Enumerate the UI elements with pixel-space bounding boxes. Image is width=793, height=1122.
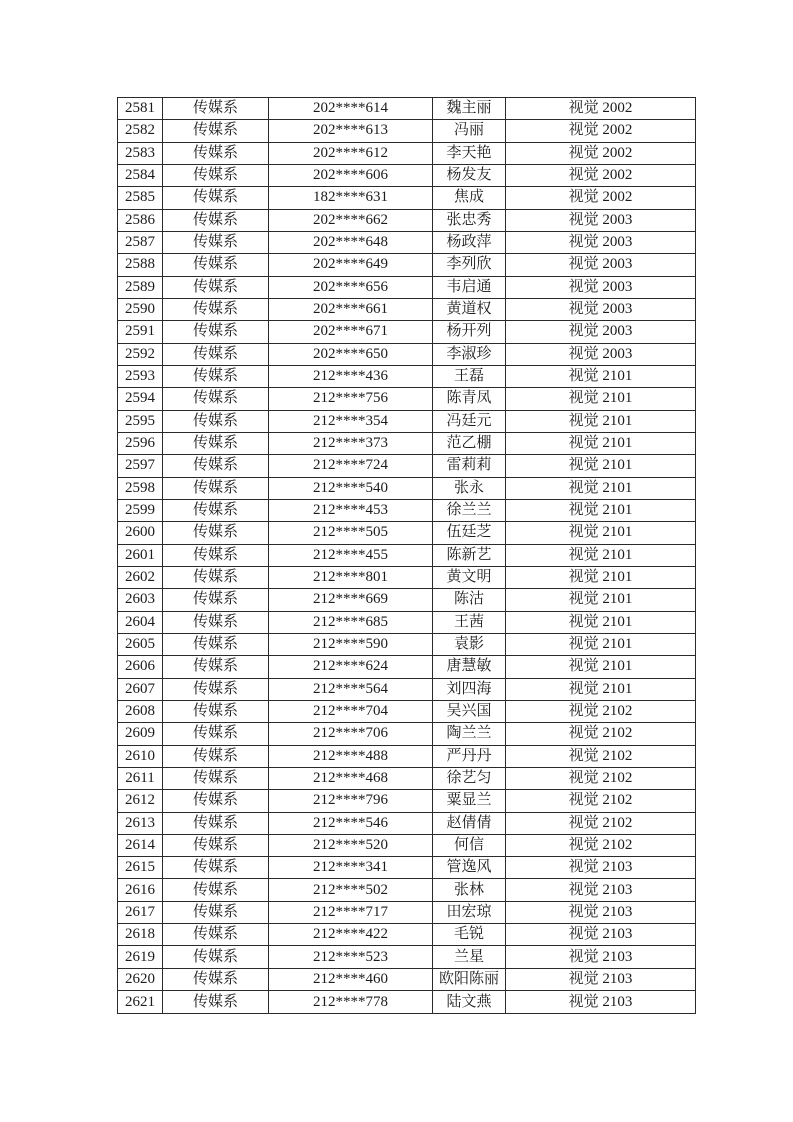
cell-student-id: 202****613 <box>269 120 433 142</box>
cell-class: 视觉 2101 <box>506 544 696 566</box>
cell-student-id: 212****502 <box>269 879 433 901</box>
table-row <box>118 187 696 209</box>
table-row <box>118 321 696 343</box>
table-row <box>118 477 696 499</box>
cell-name: 杨政萍 <box>433 231 506 253</box>
cell-department: 传媒系 <box>163 522 269 544</box>
cell-student-id: 212****468 <box>269 767 433 789</box>
cell-serial-number: 2593 <box>118 365 163 387</box>
cell-student-id: 212****505 <box>269 522 433 544</box>
table-row <box>118 633 696 655</box>
cell-student-id: 212****546 <box>269 812 433 834</box>
cell-serial-number: 2601 <box>118 544 163 566</box>
cell-name: 黄道权 <box>433 298 506 320</box>
cell-student-id: 212****778 <box>269 991 433 1014</box>
cell-serial-number: 2581 <box>118 98 163 120</box>
cell-serial-number: 2582 <box>118 120 163 142</box>
cell-name: 陈沽 <box>433 589 506 611</box>
cell-name: 吴兴国 <box>433 700 506 722</box>
cell-student-id: 202****662 <box>269 209 433 231</box>
cell-student-id: 212****341 <box>269 857 433 879</box>
cell-class: 视觉 2101 <box>506 611 696 633</box>
cell-department: 传媒系 <box>163 209 269 231</box>
cell-serial-number: 2607 <box>118 678 163 700</box>
table-row <box>118 589 696 611</box>
cell-name: 徐艺匀 <box>433 767 506 789</box>
cell-name: 何信 <box>433 834 506 856</box>
cell-department: 传媒系 <box>163 812 269 834</box>
cell-department: 传媒系 <box>163 767 269 789</box>
cell-class: 视觉 2101 <box>506 477 696 499</box>
table-row <box>118 410 696 432</box>
cell-class: 视觉 2002 <box>506 98 696 120</box>
cell-student-id: 212****460 <box>269 968 433 990</box>
cell-class: 视觉 2101 <box>506 410 696 432</box>
cell-student-id: 212****685 <box>269 611 433 633</box>
table-row <box>118 254 696 276</box>
cell-serial-number: 2617 <box>118 901 163 923</box>
cell-serial-number: 2609 <box>118 723 163 745</box>
cell-class: 视觉 2103 <box>506 946 696 968</box>
cell-student-id: 212****455 <box>269 544 433 566</box>
cell-student-id: 182****631 <box>269 187 433 209</box>
cell-serial-number: 2612 <box>118 790 163 812</box>
cell-student-id: 212****540 <box>269 477 433 499</box>
cell-class: 视觉 2003 <box>506 343 696 365</box>
table-row <box>118 678 696 700</box>
cell-serial-number: 2599 <box>118 499 163 521</box>
cell-name: 雷莉莉 <box>433 455 506 477</box>
cell-serial-number: 2616 <box>118 879 163 901</box>
cell-department: 传媒系 <box>163 745 269 767</box>
table-row <box>118 946 696 968</box>
cell-serial-number: 2583 <box>118 142 163 164</box>
cell-department: 传媒系 <box>163 120 269 142</box>
table-row <box>118 700 696 722</box>
table-row <box>118 790 696 812</box>
cell-department: 传媒系 <box>163 991 269 1014</box>
cell-serial-number: 2592 <box>118 343 163 365</box>
cell-class: 视觉 2002 <box>506 120 696 142</box>
cell-serial-number: 2605 <box>118 633 163 655</box>
table-row <box>118 879 696 901</box>
table-row <box>118 924 696 946</box>
cell-department: 传媒系 <box>163 879 269 901</box>
cell-department: 传媒系 <box>163 499 269 521</box>
cell-name: 欧阳陈丽 <box>433 968 506 990</box>
cell-serial-number: 2600 <box>118 522 163 544</box>
cell-student-id: 202****656 <box>269 276 433 298</box>
cell-department: 传媒系 <box>163 187 269 209</box>
cell-department: 传媒系 <box>163 410 269 432</box>
cell-student-id: 212****717 <box>269 901 433 923</box>
cell-department: 传媒系 <box>163 254 269 276</box>
table-row <box>118 723 696 745</box>
table-row <box>118 566 696 588</box>
cell-name: 张林 <box>433 879 506 901</box>
cell-name: 李淑珍 <box>433 343 506 365</box>
cell-class: 视觉 2101 <box>506 432 696 454</box>
student-roster-table-body <box>118 98 696 1014</box>
cell-student-id: 212****422 <box>269 924 433 946</box>
cell-department: 传媒系 <box>163 231 269 253</box>
cell-student-id: 212****564 <box>269 678 433 700</box>
cell-department: 传媒系 <box>163 343 269 365</box>
table-row <box>118 120 696 142</box>
cell-name: 张永 <box>433 477 506 499</box>
cell-student-id: 212****590 <box>269 633 433 655</box>
cell-class: 视觉 2101 <box>506 455 696 477</box>
cell-student-id: 212****520 <box>269 834 433 856</box>
cell-name: 陈新艺 <box>433 544 506 566</box>
cell-student-id: 202****614 <box>269 98 433 120</box>
cell-department: 传媒系 <box>163 298 269 320</box>
cell-department: 传媒系 <box>163 678 269 700</box>
cell-class: 视觉 2103 <box>506 857 696 879</box>
cell-class: 视觉 2101 <box>506 365 696 387</box>
cell-name: 田宏琼 <box>433 901 506 923</box>
cell-serial-number: 2595 <box>118 410 163 432</box>
cell-student-id: 212****801 <box>269 566 433 588</box>
cell-student-id: 212****706 <box>269 723 433 745</box>
cell-name: 杨发友 <box>433 164 506 186</box>
table-row <box>118 164 696 186</box>
cell-serial-number: 2621 <box>118 991 163 1014</box>
table-row <box>118 388 696 410</box>
cell-serial-number: 2598 <box>118 477 163 499</box>
cell-name: 毛锐 <box>433 924 506 946</box>
cell-class: 视觉 2003 <box>506 231 696 253</box>
cell-name: 徐兰兰 <box>433 499 506 521</box>
cell-department: 传媒系 <box>163 276 269 298</box>
cell-class: 视觉 2003 <box>506 321 696 343</box>
table-row <box>118 901 696 923</box>
table-row <box>118 857 696 879</box>
cell-name: 黄文明 <box>433 566 506 588</box>
cell-serial-number: 2615 <box>118 857 163 879</box>
cell-department: 传媒系 <box>163 723 269 745</box>
cell-department: 传媒系 <box>163 924 269 946</box>
cell-class: 视觉 2002 <box>506 142 696 164</box>
cell-class: 视觉 2003 <box>506 298 696 320</box>
cell-name: 范乙棚 <box>433 432 506 454</box>
cell-student-id: 202****648 <box>269 231 433 253</box>
cell-serial-number: 2588 <box>118 254 163 276</box>
cell-serial-number: 2597 <box>118 455 163 477</box>
cell-class: 视觉 2101 <box>506 522 696 544</box>
cell-serial-number: 2604 <box>118 611 163 633</box>
table-row <box>118 544 696 566</box>
cell-department: 传媒系 <box>163 388 269 410</box>
cell-name: 李列欣 <box>433 254 506 276</box>
cell-student-id: 212****453 <box>269 499 433 521</box>
cell-name: 张忠秀 <box>433 209 506 231</box>
cell-department: 传媒系 <box>163 321 269 343</box>
cell-department: 传媒系 <box>163 589 269 611</box>
table-row <box>118 611 696 633</box>
cell-department: 传媒系 <box>163 946 269 968</box>
cell-department: 传媒系 <box>163 901 269 923</box>
cell-class: 视觉 2102 <box>506 834 696 856</box>
cell-name: 陈青凤 <box>433 388 506 410</box>
cell-class: 视觉 2103 <box>506 879 696 901</box>
cell-name: 杨开列 <box>433 321 506 343</box>
cell-class: 视觉 2002 <box>506 187 696 209</box>
cell-class: 视觉 2103 <box>506 991 696 1014</box>
table-row <box>118 142 696 164</box>
cell-student-id: 212****354 <box>269 410 433 432</box>
cell-class: 视觉 2102 <box>506 790 696 812</box>
cell-name: 陶兰兰 <box>433 723 506 745</box>
cell-department: 传媒系 <box>163 656 269 678</box>
cell-department: 传媒系 <box>163 432 269 454</box>
cell-serial-number: 2596 <box>118 432 163 454</box>
cell-name: 严丹丹 <box>433 745 506 767</box>
cell-student-id: 212****724 <box>269 455 433 477</box>
student-roster-table <box>117 97 696 1014</box>
cell-department: 传媒系 <box>163 98 269 120</box>
cell-department: 传媒系 <box>163 477 269 499</box>
cell-department: 传媒系 <box>163 611 269 633</box>
cell-name: 粟显兰 <box>433 790 506 812</box>
table-row <box>118 432 696 454</box>
cell-class: 视觉 2103 <box>506 968 696 990</box>
cell-serial-number: 2608 <box>118 700 163 722</box>
cell-name: 唐慧敏 <box>433 656 506 678</box>
cell-name: 魏主丽 <box>433 98 506 120</box>
cell-class: 视觉 2101 <box>506 499 696 521</box>
cell-department: 传媒系 <box>163 968 269 990</box>
cell-name: 李天艳 <box>433 142 506 164</box>
cell-name: 王磊 <box>433 365 506 387</box>
cell-serial-number: 2590 <box>118 298 163 320</box>
table-row <box>118 276 696 298</box>
table-row <box>118 343 696 365</box>
cell-name: 伍廷芝 <box>433 522 506 544</box>
cell-department: 传媒系 <box>163 700 269 722</box>
cell-serial-number: 2620 <box>118 968 163 990</box>
cell-name: 刘四海 <box>433 678 506 700</box>
cell-name: 赵倩倩 <box>433 812 506 834</box>
cell-name: 冯廷元 <box>433 410 506 432</box>
cell-class: 视觉 2101 <box>506 589 696 611</box>
cell-student-id: 202****612 <box>269 142 433 164</box>
cell-class: 视觉 2101 <box>506 388 696 410</box>
cell-serial-number: 2589 <box>118 276 163 298</box>
cell-serial-number: 2613 <box>118 812 163 834</box>
cell-student-id: 202****661 <box>269 298 433 320</box>
cell-department: 传媒系 <box>163 164 269 186</box>
cell-student-id: 212****624 <box>269 656 433 678</box>
cell-student-id: 212****756 <box>269 388 433 410</box>
table-row <box>118 522 696 544</box>
table-row <box>118 656 696 678</box>
table-row <box>118 812 696 834</box>
cell-student-id: 202****606 <box>269 164 433 186</box>
cell-department: 传媒系 <box>163 834 269 856</box>
cell-department: 传媒系 <box>163 142 269 164</box>
table-row <box>118 745 696 767</box>
table-row <box>118 968 696 990</box>
cell-department: 传媒系 <box>163 857 269 879</box>
cell-serial-number: 2591 <box>118 321 163 343</box>
cell-serial-number: 2610 <box>118 745 163 767</box>
cell-class: 视觉 2101 <box>506 633 696 655</box>
cell-student-id: 202****671 <box>269 321 433 343</box>
cell-class: 视觉 2102 <box>506 745 696 767</box>
cell-serial-number: 2618 <box>118 924 163 946</box>
cell-class: 视觉 2103 <box>506 901 696 923</box>
cell-serial-number: 2619 <box>118 946 163 968</box>
cell-serial-number: 2584 <box>118 164 163 186</box>
cell-name: 管逸风 <box>433 857 506 879</box>
cell-serial-number: 2594 <box>118 388 163 410</box>
table-row <box>118 991 696 1014</box>
cell-name: 兰星 <box>433 946 506 968</box>
cell-student-id: 212****373 <box>269 432 433 454</box>
cell-class: 视觉 2101 <box>506 678 696 700</box>
table-row <box>118 98 696 120</box>
table-row <box>118 455 696 477</box>
table-row <box>118 499 696 521</box>
cell-class: 视觉 2102 <box>506 812 696 834</box>
cell-serial-number: 2611 <box>118 767 163 789</box>
cell-name: 王茜 <box>433 611 506 633</box>
cell-student-id: 212****669 <box>269 589 433 611</box>
cell-serial-number: 2602 <box>118 566 163 588</box>
cell-student-id: 212****488 <box>269 745 433 767</box>
cell-serial-number: 2586 <box>118 209 163 231</box>
cell-serial-number: 2603 <box>118 589 163 611</box>
cell-class: 视觉 2102 <box>506 700 696 722</box>
cell-student-id: 212****523 <box>269 946 433 968</box>
cell-serial-number: 2614 <box>118 834 163 856</box>
cell-class: 视觉 2101 <box>506 656 696 678</box>
table-row <box>118 231 696 253</box>
cell-student-id: 212****436 <box>269 365 433 387</box>
cell-department: 传媒系 <box>163 455 269 477</box>
cell-name: 焦成 <box>433 187 506 209</box>
cell-student-id: 212****704 <box>269 700 433 722</box>
cell-class: 视觉 2003 <box>506 209 696 231</box>
cell-class: 视觉 2103 <box>506 924 696 946</box>
cell-department: 传媒系 <box>163 790 269 812</box>
table-row <box>118 298 696 320</box>
cell-name: 袁影 <box>433 633 506 655</box>
cell-name: 韦启通 <box>433 276 506 298</box>
cell-department: 传媒系 <box>163 365 269 387</box>
cell-department: 传媒系 <box>163 633 269 655</box>
cell-serial-number: 2606 <box>118 656 163 678</box>
cell-class: 视觉 2003 <box>506 276 696 298</box>
table-row <box>118 209 696 231</box>
cell-class: 视觉 2101 <box>506 566 696 588</box>
table-row <box>118 834 696 856</box>
cell-student-id: 202****650 <box>269 343 433 365</box>
cell-student-id: 202****649 <box>269 254 433 276</box>
table-row <box>118 767 696 789</box>
cell-serial-number: 2585 <box>118 187 163 209</box>
cell-name: 陆文燕 <box>433 991 506 1014</box>
cell-student-id: 212****796 <box>269 790 433 812</box>
cell-department: 传媒系 <box>163 566 269 588</box>
cell-class: 视觉 2102 <box>506 723 696 745</box>
cell-class: 视觉 2002 <box>506 164 696 186</box>
cell-class: 视觉 2003 <box>506 254 696 276</box>
cell-class: 视觉 2102 <box>506 767 696 789</box>
table-row <box>118 365 696 387</box>
cell-name: 冯丽 <box>433 120 506 142</box>
cell-department: 传媒系 <box>163 544 269 566</box>
cell-serial-number: 2587 <box>118 231 163 253</box>
